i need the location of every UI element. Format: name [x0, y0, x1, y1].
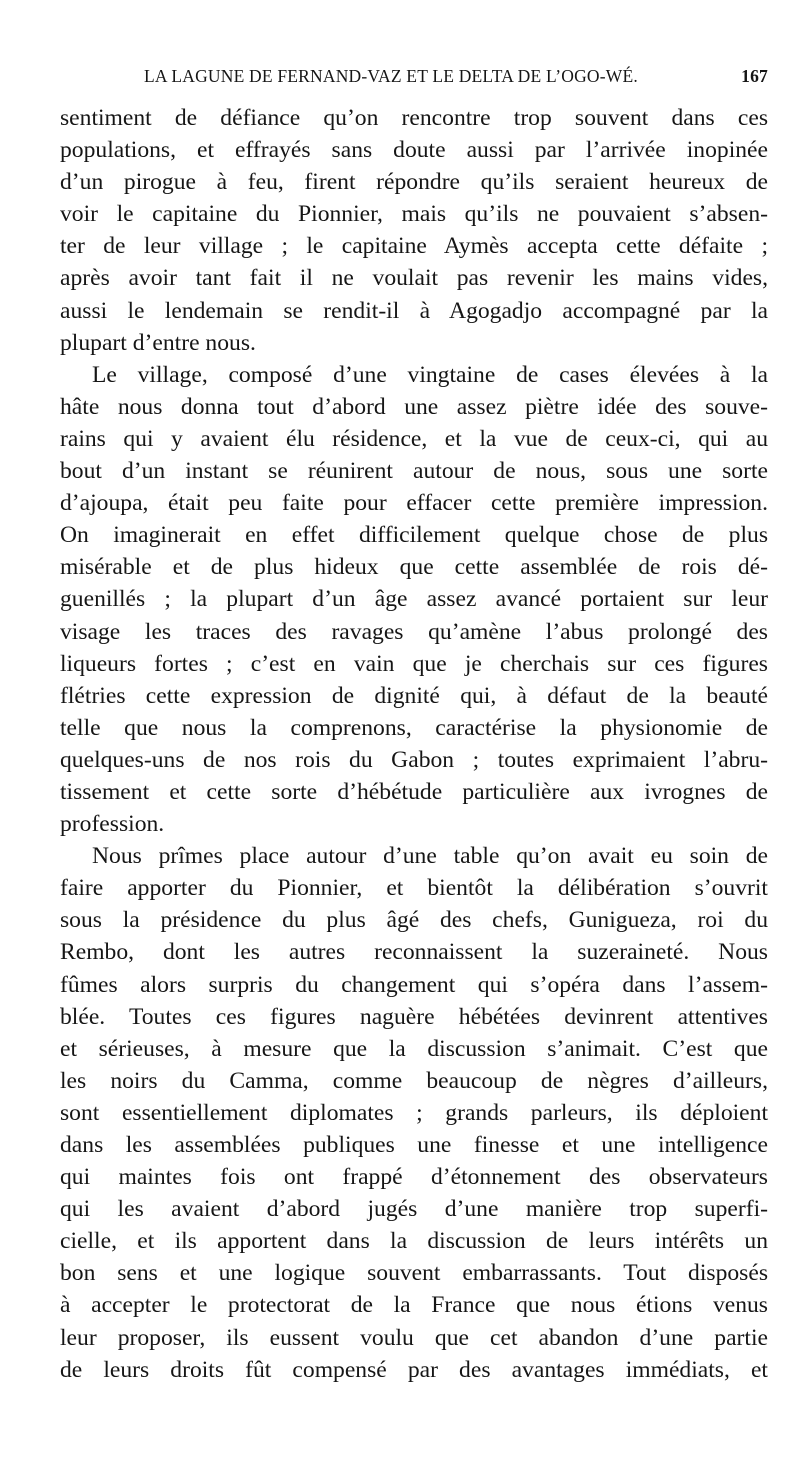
- text-line: et sérieuses, à mesure que la discussion s’animait. C’est que: [60, 1035, 768, 1062]
- text-line: qui maintes fois ont frappé d’étonnement des observateurs: [60, 1164, 768, 1191]
- text-line: Nous prîmes place autour d’une table qu’on avait eu soin de: [92, 843, 768, 870]
- text-line: On imaginerait en effet difficilement quelque chose de plus: [60, 522, 768, 549]
- text-line: aussi le lendemain se rendit-il à Agogadjo accompagné par la: [60, 297, 768, 324]
- text-line: cielle, et ils apportent dans la discussion de leurs intérêts un: [60, 1228, 768, 1255]
- text-line: liqueurs fortes ; c’est en vain que je cherchais sur ces figures: [60, 650, 768, 677]
- text-line: bout d’un instant se réunirent autour de nous, sous une sorte: [60, 458, 768, 485]
- text-line: faire apporter du Pionnier, et bientôt la délibération s’ouvrit: [60, 875, 768, 902]
- text-line: hâte nous donna tout d’abord une assez piètre idée des souve-: [60, 393, 768, 420]
- text-line: sous la présidence du plus âgé des chefs, Gunigueza, roi du: [60, 907, 768, 934]
- text-line: misérable et de plus hideux que cette assemblée de rois dé-: [60, 554, 768, 581]
- text-line: Le village, composé d’une vingtaine de cases élevées à la: [92, 361, 768, 388]
- text-line: telle que nous la comprenons, caractérise la physionomie de: [60, 714, 768, 741]
- text-line: sont essentiellement diplomates ; grands parleurs, ils déploient: [60, 1099, 768, 1126]
- text-line: après avoir tant fait il ne voulait pas revenir les mains vides,: [60, 265, 768, 292]
- text-line: blée. Toutes ces figures naguère hébétées devinrent attentives: [60, 1003, 768, 1030]
- text-line: leur proposer, ils eussent voulu que cet abandon d’une partie: [60, 1324, 768, 1351]
- body-text: [60, 102, 768, 1386]
- text-line: populations, et effrayés sans doute aussi par l’arrivée inopinée: [60, 137, 768, 164]
- text-line: à accepter le protectorat de la France que nous étions venus: [60, 1292, 768, 1319]
- text-line: d’ajoupa, était peu faite pour effacer cette première impression.: [60, 490, 768, 517]
- text-line: plupart d’entre nous.: [60, 329, 256, 356]
- text-line: les noirs du Camma, comme beaucoup de nègres d’ailleurs,: [60, 1067, 768, 1094]
- running-head: [60, 62, 768, 90]
- text-line: d’un pirogue à feu, firent répondre qu’ils seraient heureux de: [60, 169, 768, 196]
- text-line: bon sens et une logique souvent embarrassants. Tout disposés: [60, 1260, 768, 1287]
- text-line: sentiment de défiance qu’on rencontre trop souvent dans ces: [60, 105, 768, 131]
- text-line: rains qui y avaient élu résidence, et la vue de ceux-ci, qui au: [60, 425, 768, 452]
- text-line: ter de leur village ; le capitaine Aymès accepta cette défaite ;: [60, 233, 768, 260]
- running-title: LA LAGUNE DE FERNAND-VAZ ET LE DELTA DE L’OGO-WÉ.: [144, 66, 638, 86]
- text-line: fûmes alors surpris du changement qui s’opéra dans l’assem-: [60, 971, 768, 998]
- text-line: de leurs droits fût compensé par des avantages immédiats, et: [60, 1356, 768, 1383]
- text-line: qui les avaient d’abord jugés d’une manière trop superfi-: [60, 1196, 768, 1223]
- text-line: tissement et cette sorte d’hébétude particulière aux ivrognes de: [60, 778, 768, 805]
- page-number: 167: [741, 66, 768, 86]
- text-line: dans les assemblées publiques une finesse et une intelligence: [60, 1132, 768, 1158]
- text-line: flétries cette expression de dignité qui, à défaut de la beauté: [60, 682, 768, 709]
- text-line: quelques-uns de nos rois du Gabon ; toutes exprimaient l’abru-: [60, 746, 768, 773]
- text-line: voir le capitaine du Pionnier, mais qu’ils ne pouvaient s’absen-: [60, 201, 768, 228]
- text-line: visage les traces des ravages qu’amène l’abus prolongé des: [60, 618, 768, 645]
- text-line: profession.: [60, 811, 165, 838]
- text-line: guenillés ; la plupart d’un âge assez avancé portaient sur leur: [60, 586, 768, 613]
- text-line: Rembo, dont les autres reconnaissent la suzeraineté. Nous: [60, 939, 768, 966]
